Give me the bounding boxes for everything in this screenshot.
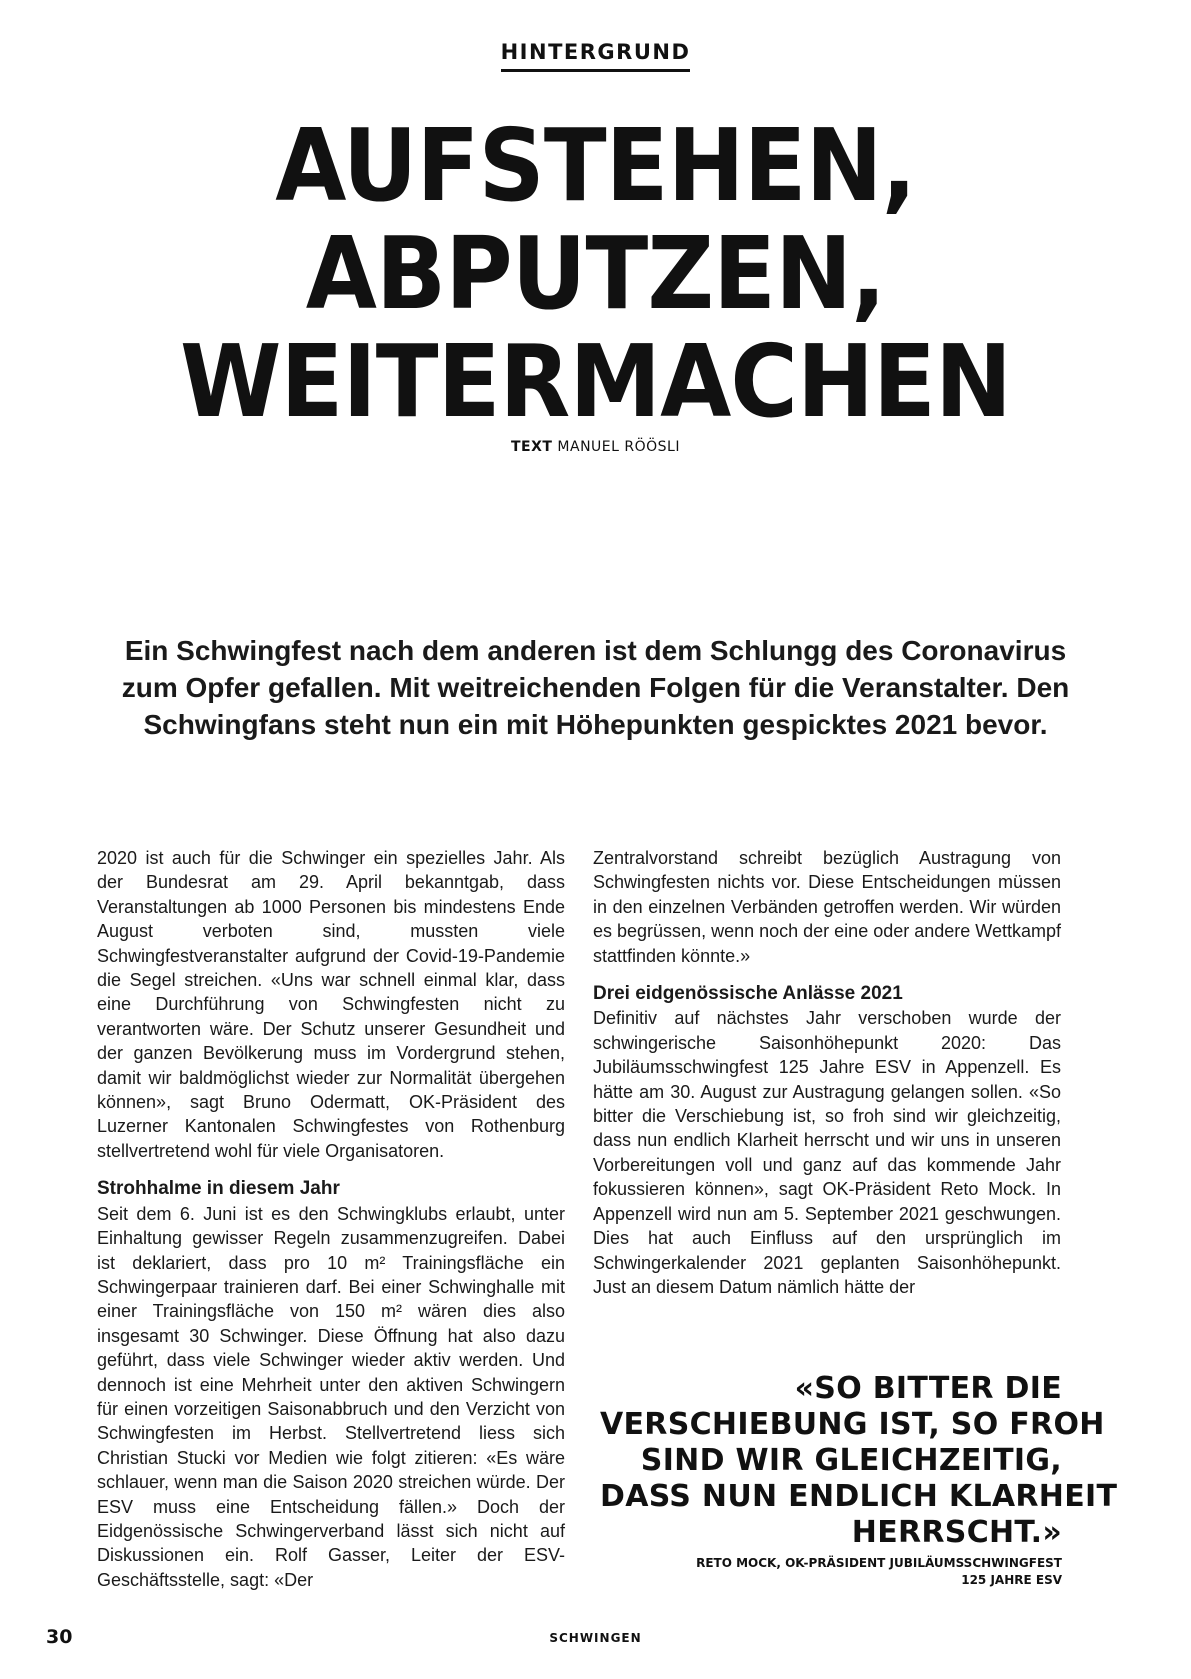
body-paragraph: Definitiv auf nächstes Jahr verschoben wurde der schwingerische Saisonhöhepunkt 2020: Das Jubiläumsschwingfest 125 Jahre ESV in Appenzell. Es hätte am 30. August zur Austragung gelangen sollen. «So bitter die Verschiebung ist, so froh sind wir gleichzeitig, dass nun endlich Klarheit herrscht und wir uns in unseren Vorbereitungen voll und ganz auf das kommende Jahr fokussieren können», sagt OK-Präsident Reto Mock. In Appenzell wird nun am 5. September 2021 geschwungen. Dies hat auch Einfluss auf den ursprünglich im Schwingerkalender 2021 geplanten Saisonhöhepunkt. Just an diesem Datum nämlich hätte der — [593, 1008, 1061, 1297]
body-paragraph: Seit dem 6. Juni ist es den Schwingklubs erlaubt, unter Einhaltung gewisser Regeln zusammenzugreifen. Dabei ist deklariert, dass pro 10 m² Trainingsfläche ein Schwingerpaar trainieren darf. Bei einer Schwinghalle mit einer Trainingsfläche von 150 m² wären dies also insgesamt 30 Schwinger. Diese Öffnung hat also dazu geführt, dass viele Schwinger wieder aktiv werden. Und dennoch ist eine Mehrheit unter den aktiven Schwingern für einen vorzeitigen Saisonabbruch und den Verzicht von Schwingfesten im Herbst. Stellvertretend liess sich Christian Stucki vor Medien wie folgt zitieren: «Es wäre schlauer, wenn man die Saison 2020 streichen würde. Der ESV muss eine Entscheidung fällen.» Doch der Eidgenössische Schwingerverband lässt sich nicht auf Diskussionen ein. Rolf Gasser, Leiter der ESV-Geschäftsstelle, sagt: «Der — [97, 1203, 565, 1590]
body-column-left — [97, 846, 565, 1592]
pull-quote — [600, 1371, 1118, 1551]
attribution-line: 125 JAHRE ESV — [961, 1573, 1062, 1587]
page-number: 30 — [46, 1626, 73, 1648]
headline-line-1: AUFSTEHEN, — [275, 107, 916, 224]
byline — [0, 439, 1191, 455]
body-paragraph: 2020 ist auch für die Schwinger ein spezielles Jahr. Als der Bundesrat am 29. April bekanntgab, dass Veranstaltungen ab 1000 Personen bis mindestens Ende August verboten sind, mussten viele Schwingfestveranstalter aufgrund der Covid-19-Pandemie die Segel streichen. «Uns war schnell einmal klar, dass eine Durchführung von Schwingfesten nicht zu verantworten wäre. Der Schutz unserer Gesundheit und der ganzen Bevölkerung muss im Vordergrund stehen, damit wir baldmöglichst wieder zur Normalität übergehen können», sagt Bruno Odermatt, OK-Präsident des Luzerner Kantonalen Schwingfestes von Rothenburg stellvertretend wohl für viele Organisatoren. — [97, 848, 565, 1161]
headline-line-3: WEITERMACHEN — [179, 323, 1012, 440]
pull-quote-line: «SO BITTER DIE — [794, 1371, 1062, 1406]
headline — [48, 107, 1144, 440]
body-paragraph: Zentralvorstand schreibt bezüglich Austragung von Schwingfesten nichts vor. Diese Entscheidungen müssen in den einzelnen Verbänden getroffen werden. Wir würden es begrüssen, wenn noch der eine oder andere Wettkampf stattfinden könnte.» — [593, 848, 1061, 966]
pull-quote-attribution — [600, 1555, 1062, 1589]
body-column-right — [593, 846, 1061, 1299]
subheading: Strohhalme in diesem Jahr — [97, 1178, 340, 1200]
kicker-label: HINTERGRUND — [501, 40, 691, 72]
pull-quote-line: SIND WIR GLEICHZEITIG, — [640, 1443, 1062, 1478]
magazine-name: SCHWINGEN — [549, 1631, 642, 1645]
byline-label: TEXT — [511, 439, 553, 455]
headline-line-2: ABPUTZEN, — [305, 215, 886, 332]
pull-quote-line: DASS NUN ENDLICH KLARHEIT — [600, 1479, 1118, 1514]
section-kicker — [0, 40, 1191, 72]
pull-quote-line: HERRSCHT.» — [851, 1515, 1062, 1550]
subheading: Drei eidgenössische Anlässe 2021 — [593, 983, 903, 1005]
byline-author: MANUEL RÖÖSLI — [557, 439, 680, 455]
pull-quote-line: VERSCHIEBUNG IST, SO FROH — [600, 1407, 1105, 1442]
attribution-line: RETO MOCK, OK-PRÄSIDENT JUBILÄUMSSCHWINGFEST — [696, 1556, 1062, 1570]
lead-paragraph: Ein Schwingfest nach dem anderen ist dem Schlungg des Coronavirus zum Opfer gefallen. Mit weitreichenden Folgen für die Veranstalter. Den Schwingfans steht nun ein mit Höhepunkten gespicktes 2021 bevor. — [121, 635, 1070, 740]
